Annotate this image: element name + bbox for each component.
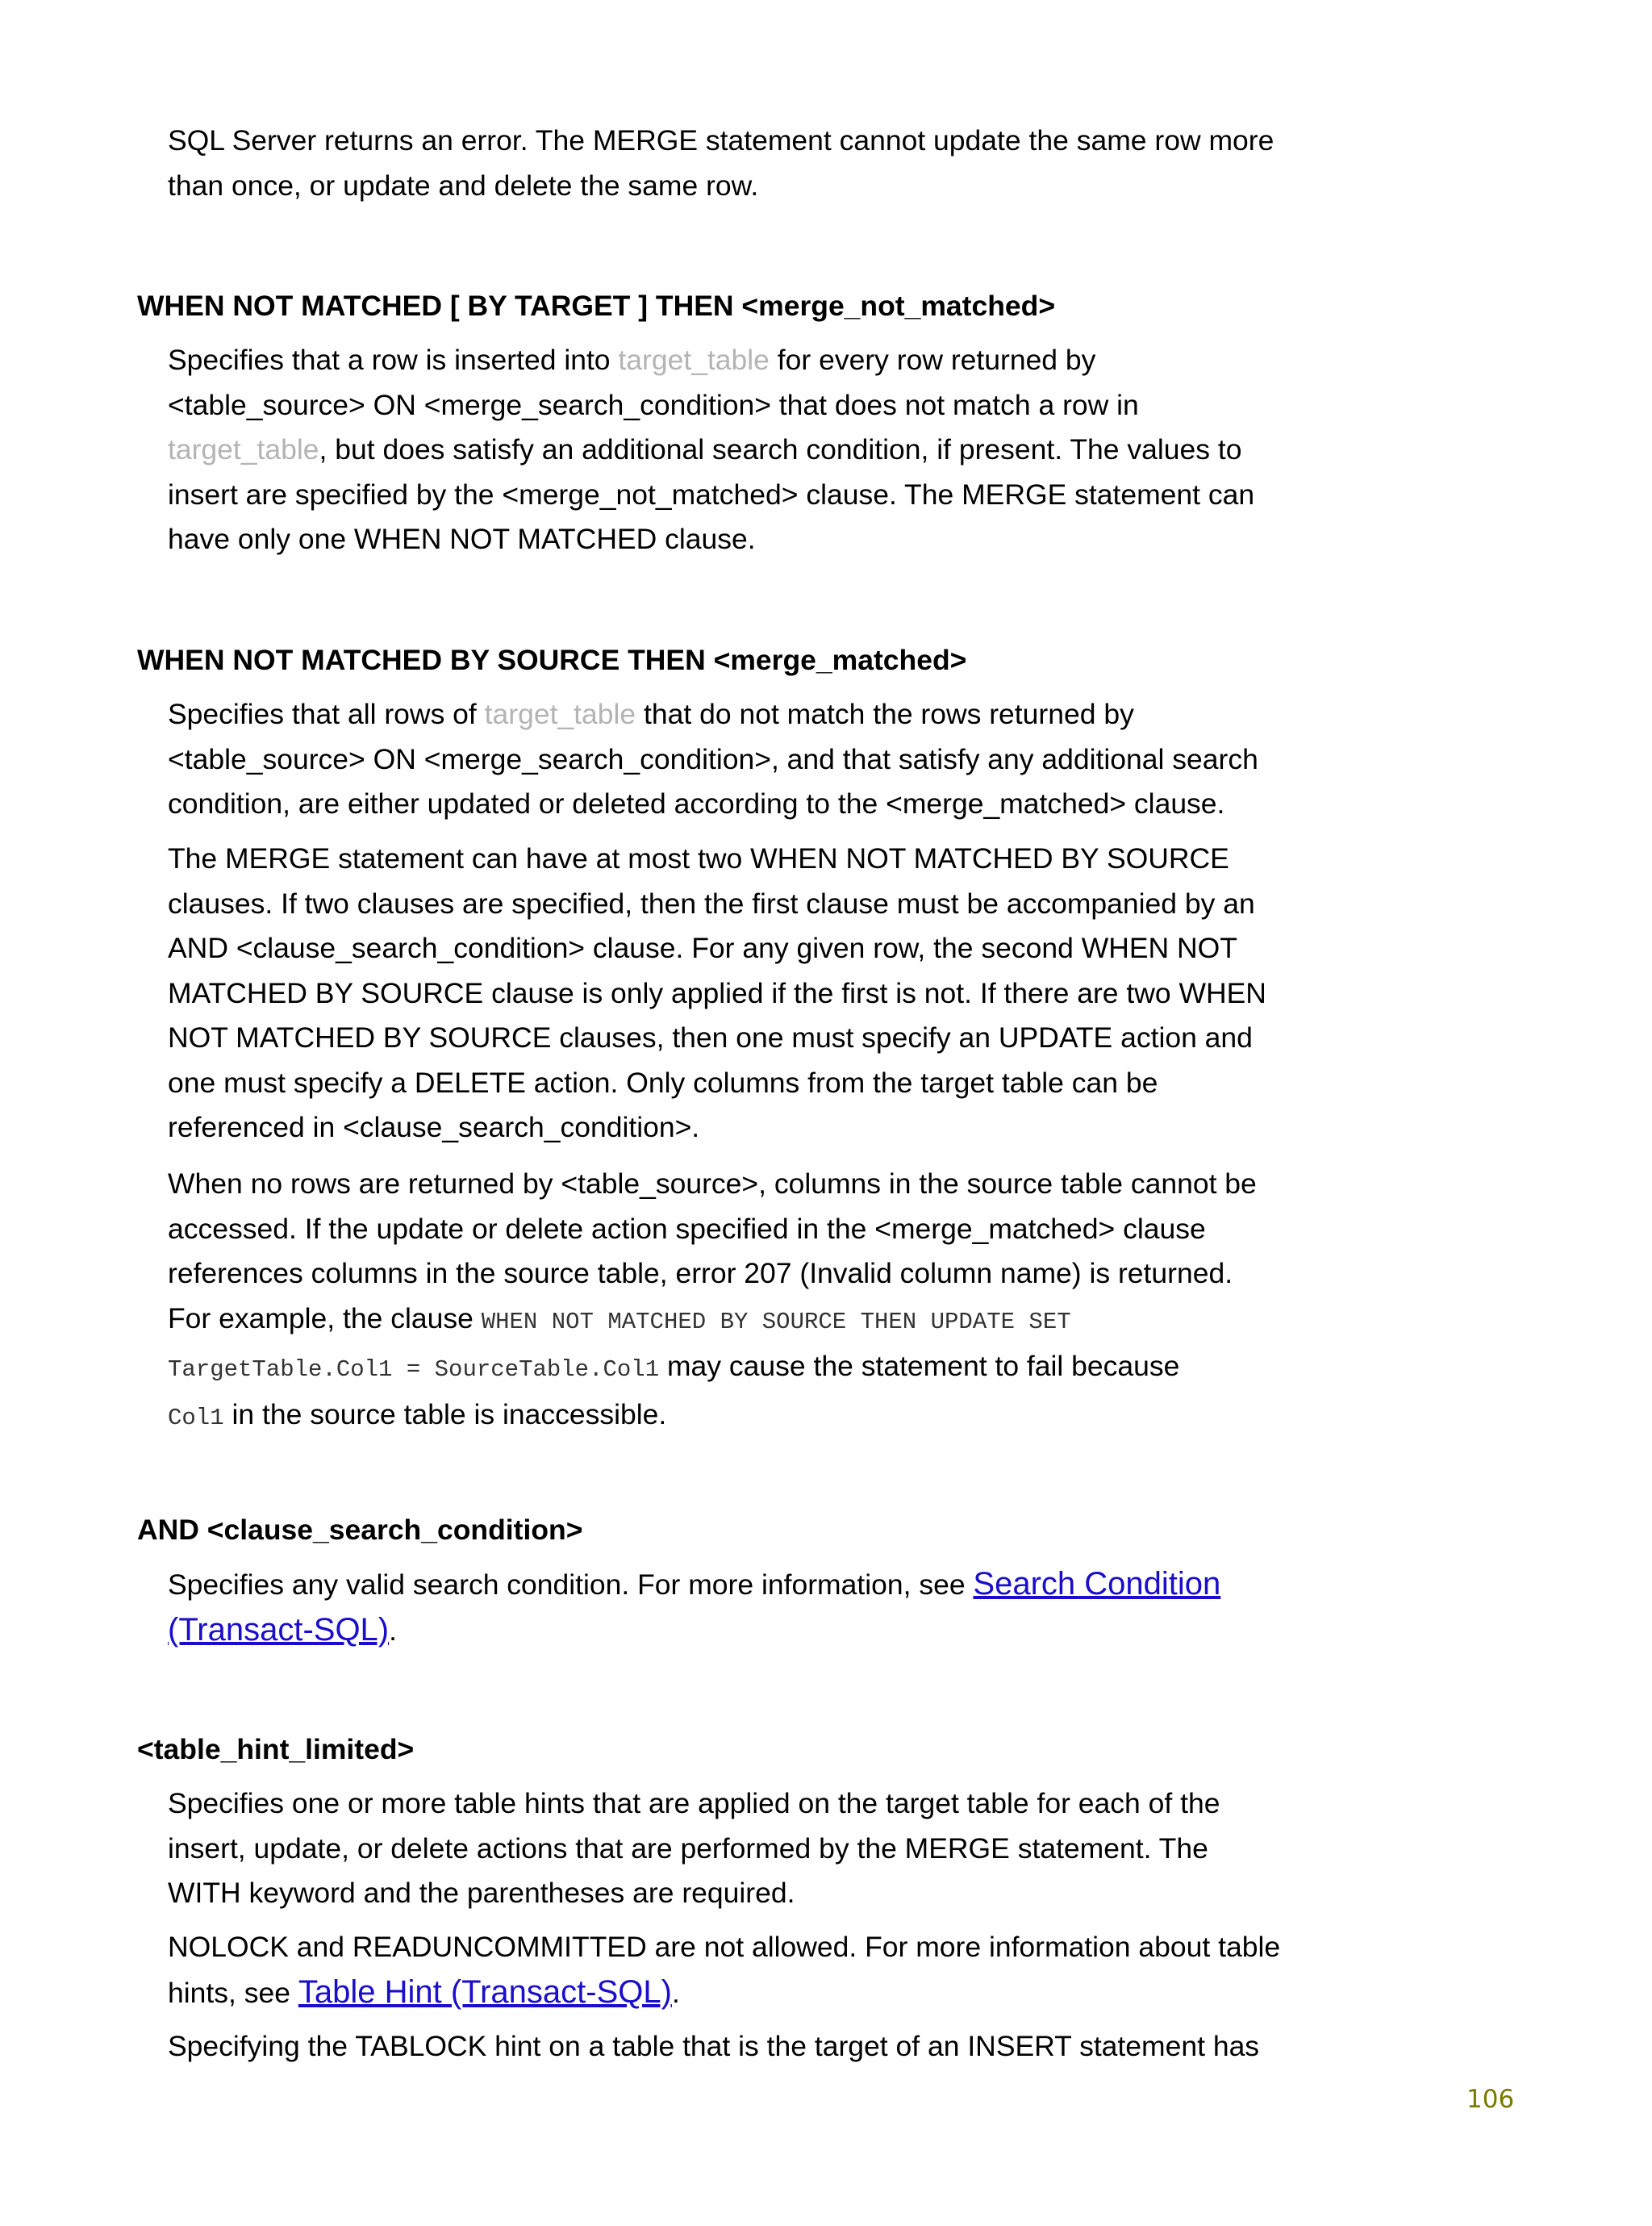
text-run: hints, see [168,1976,298,2009]
section-paragraph [168,2024,1305,2069]
text-line: WITH keyword and the parentheses are required. [168,1877,795,1909]
inline-code: Col1 [168,1404,224,1431]
section-paragraph [168,692,1305,827]
text-run: that do not match the rows returned by [636,698,1134,730]
section-heading-and-clause-search-condition: AND <clause_search_condition> [137,1514,583,1546]
text-line: insert, update, or delete actions that are performed by the MERGE statement. The [168,1831,1208,1865]
text-line [168,1344,1305,1393]
search-condition-link-continued[interactable]: (Transact-SQL) [168,1611,390,1648]
section-paragraph [168,1925,1305,2015]
inline-code: TargetTable.Col1 = SourceTable.Col1 [168,1356,660,1383]
text-line: references columns in the source table, error 207 (Invalid column name) is returned. [168,1257,1233,1289]
term-target-table: target_table [168,433,319,466]
text-run: , but does satisfy an additional search condition, if present. The values to [319,433,1242,466]
term-target-table: target_table [618,344,770,376]
section-heading-when-not-matched-by-target: WHEN NOT MATCHED [ BY TARGET ] THEN <merge_not_matched> [137,290,1056,322]
table-hint-link[interactable]: Table Hint (Transact-SQL) [298,1973,672,2010]
section-heading-table-hint-limited: <table_hint_limited> [137,1733,415,1765]
text-line: than once, or update and delete the same row. [168,169,759,202]
section-paragraph [168,837,1305,1151]
text-line: MATCHED BY SOURCE clause is only applied if the first is not. If there are two WHEN [168,976,1266,1009]
text-line: one must specify a DELETE action. Only columns from the target table can be [168,1066,1158,1099]
text-run: Specifies any valid search condition. For more information, see [168,1568,974,1601]
text-line: The MERGE statement can have at most two WHEN NOT MATCHED BY SOURCE [168,842,1229,875]
text-line: have only one WHEN NOT MATCHED clause. [168,523,756,555]
text-run: . [389,1614,397,1647]
text-line: condition, are either updated or deleted according to the <merge_matched> clause. [168,787,1225,820]
section-paragraph [168,1162,1305,1440]
text-line: <table_source> ON <merge_search_condition>, and that satisfy any additional search [168,742,1258,775]
search-condition-link[interactable]: Search Condition [973,1566,1221,1602]
intro-paragraph [168,119,1305,208]
text-run: . [671,1976,680,2009]
text-run: may cause the statement to fail because [659,1350,1180,1382]
term-target-table: target_table [484,698,636,730]
text-line: <table_source> ON <merge_search_condition> that does not match a row in [168,388,1139,421]
text-line [168,1393,1305,1441]
text-line [168,1297,1305,1345]
section-paragraph [168,1781,1305,1916]
section-paragraph [168,1562,1305,1653]
text-run: in the source table is inaccessible. [223,1397,667,1430]
section-paragraph [168,338,1305,562]
section-heading-when-not-matched-by-source: WHEN NOT MATCHED BY SOURCE THEN <merge_matched> [137,644,967,676]
text-line: Specifies one or more table hints that are applied on the target table for each of the [168,1787,1220,1819]
text-line: When no rows are returned by <table_source>, columns in the source table cannot be [168,1167,1257,1200]
text-line: AND <clause_search_condition> clause. For any given row, the second WHEN NOT [168,932,1237,964]
text-run: Specifies that a row is inserted into [168,344,619,376]
text-line [168,1970,1305,2016]
text-line [168,428,1305,473]
text-line: NOLOCK and READUNCOMMITTED are not allowed. For more information about table [168,1931,1281,1963]
text-line: NOT MATCHED BY SOURCE clauses, then one must specify an UPDATE action and [168,1021,1253,1054]
text-line: insert are specified by the <merge_not_matched> clause. The MERGE statement can [168,478,1255,511]
text-run: for every row returned by [769,344,1096,376]
inline-code: WHEN NOT MATCHED BY SOURCE THEN UPDATE SET [481,1308,1071,1335]
text-line: referenced in <clause_search_condition>. [168,1111,700,1143]
text-run: For example, the clause [168,1301,482,1334]
text-line [168,338,1305,383]
text-line: Specifying the TABLOCK hint on a table that is the target of an INSERT statement has [168,2030,1260,2062]
text-line [168,1608,1305,1654]
text-run: Specifies that all rows of [168,698,485,730]
page-number: 106 [1466,2085,1515,2114]
text-line: accessed. If the update or delete action specified in the <merge_matched> clause [168,1212,1206,1245]
text-line: clauses. If two clauses are specified, then the first clause must be accompanied by an [168,887,1255,920]
text-line [168,692,1305,737]
text-line [168,1562,1305,1608]
text-line: SQL Server returns an error. The MERGE statement cannot update the same row more [168,124,1274,157]
